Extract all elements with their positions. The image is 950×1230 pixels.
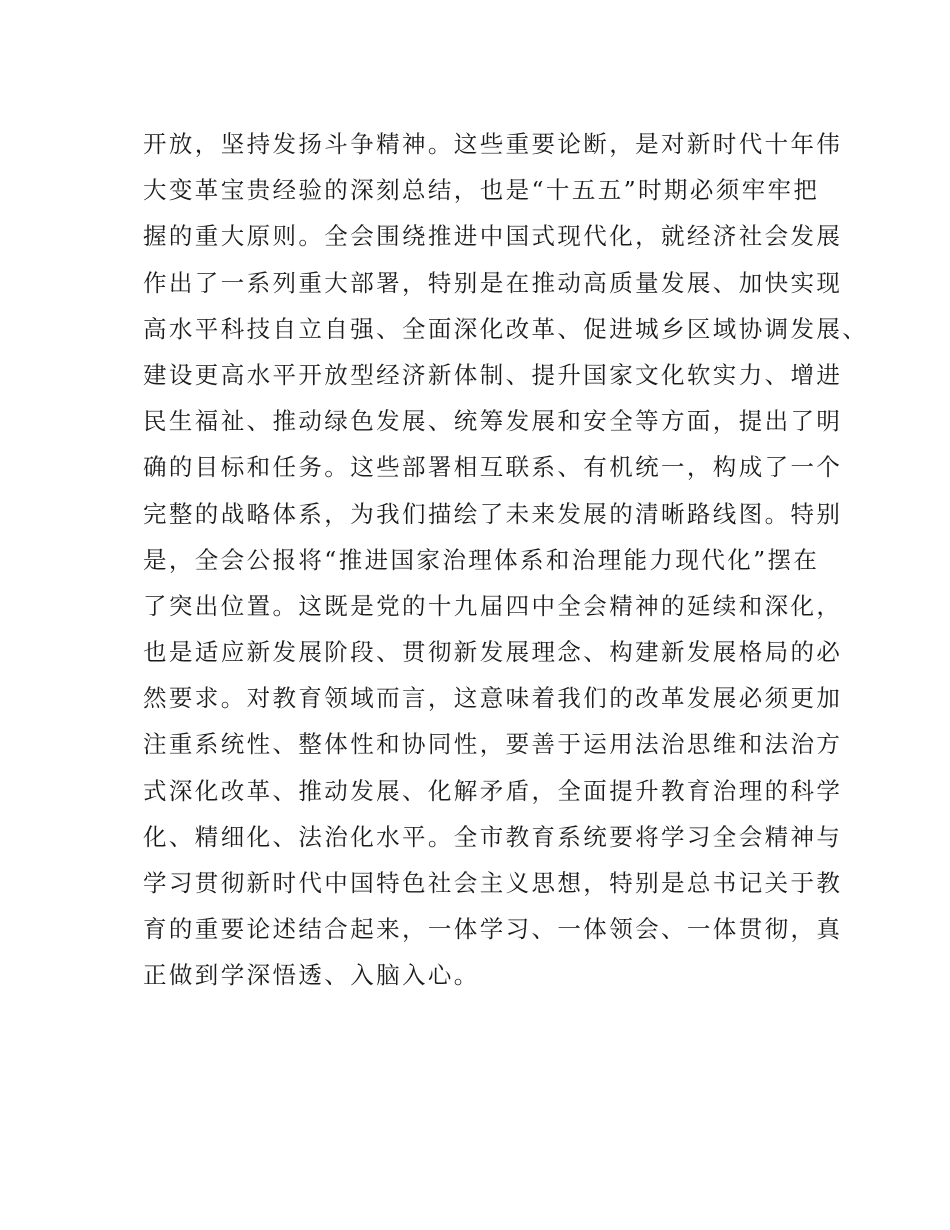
text-line: 正做到学深悟透、入脑入心。 — [143, 961, 480, 990]
text-line: 了突出位置。这既是党的十九届四中全会精神的延续和深化， — [143, 591, 843, 620]
text-line: 民生福祉、推动绿色发展、统筹发展和安全等方面，提出了明 — [143, 407, 843, 436]
text-line: 式深化改革、推动发展、化解矛盾，全面提升教育治理的科学 — [143, 776, 843, 805]
text-line: 化、精细化、法治化水平。全市教育系统要将学习全会精神与 — [143, 822, 843, 851]
body-paragraph — [143, 121, 869, 999]
text-line: 高水平科技自立自强、全面深化改革、促进城乡区域协调发展、 — [143, 314, 869, 343]
text-line: 建设更高水平开放型经济新体制、提升国家文化软实力、增进 — [143, 360, 843, 389]
text-line: 握的重大原则。全会围绕推进中国式现代化，就经济社会发展 — [143, 222, 843, 251]
text-line: 大变革宝贵经验的深刻总结，也是“十五五”时期必须牢牢把 — [143, 176, 820, 205]
text-line: 育的重要论述结合起来，一体学习、一体领会、一体贯彻，真 — [143, 915, 843, 944]
text-line: 作出了一系列重大部署，特别是在推动高质量发展、加快实现 — [143, 268, 843, 297]
text-line: 注重系统性、整体性和协同性，要善于运用法治思维和法治方 — [143, 730, 843, 759]
text-line: 完整的战略体系，为我们描绘了未来发展的清晰路线图。特别 — [143, 499, 843, 528]
text-line: 确的目标和任务。这些部署相互联系、有机统一，构成了一个 — [143, 453, 843, 482]
text-line: 也是适应新发展阶段、贯彻新发展理念、构建新发展格局的必 — [143, 638, 843, 667]
text-line: 学习贯彻新时代中国特色社会主义思想，特别是总书记关于教 — [143, 869, 843, 897]
text-line: 开放，坚持发扬斗争精神。这些重要论断，是对新时代十年伟 — [143, 130, 843, 158]
text-line: 是，全会公报将“推进国家治理体系和治理能力现代化”摆在 — [143, 545, 820, 574]
text-line: 然要求。对教育领域而言，这意味着我们的改革发展必须更加 — [143, 684, 843, 713]
